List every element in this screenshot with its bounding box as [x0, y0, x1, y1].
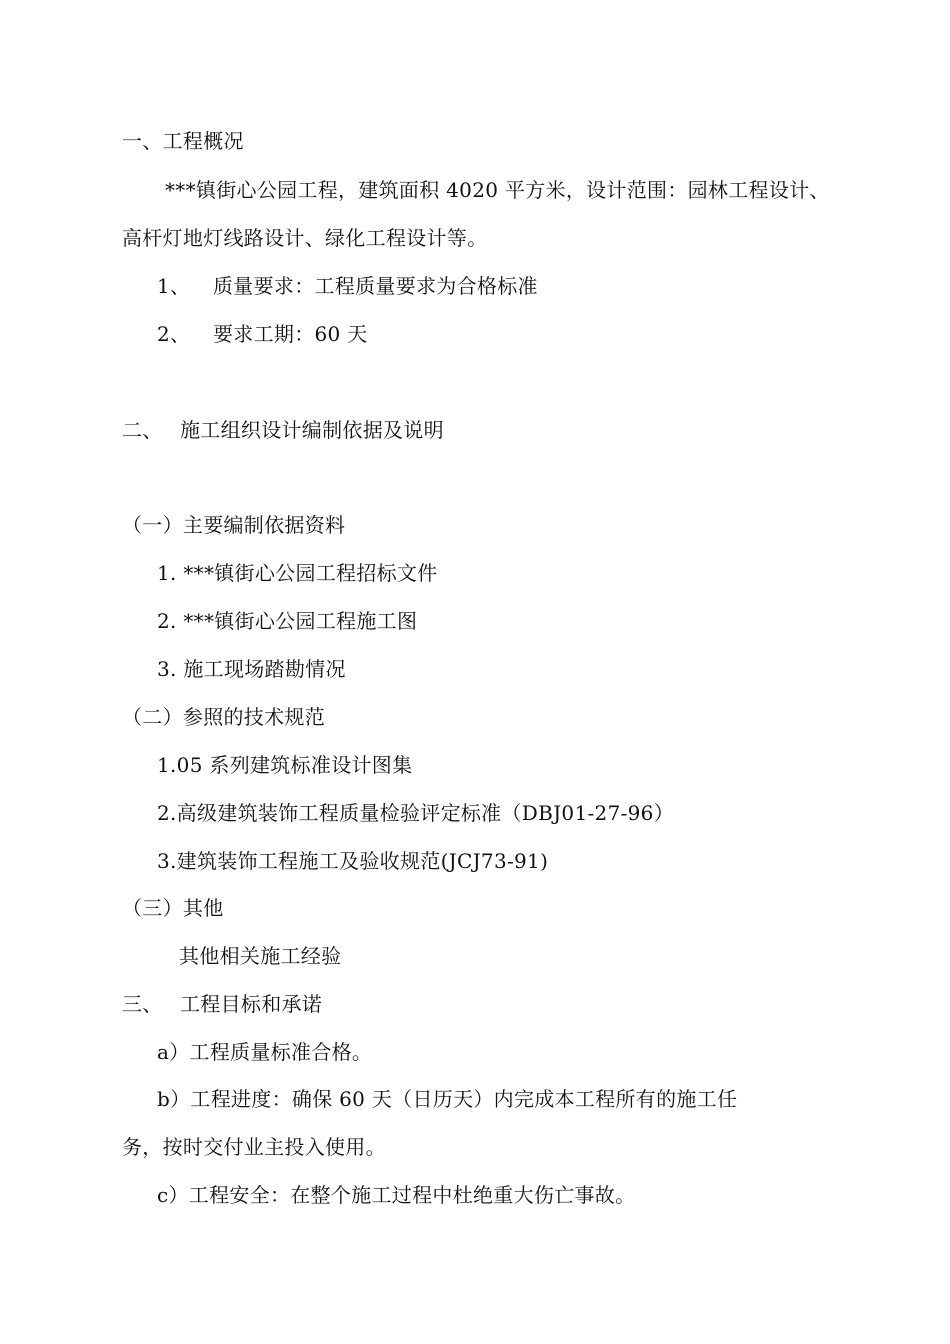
section-1-intro-line-1: ***镇街心公园工程，建筑面积 4020 平方米，设计范围：园林工程设计、 — [165, 178, 830, 202]
section-2-sub-1-item-1: 1. ***镇街心公园工程招标文件 — [157, 561, 438, 585]
section-3-item-b-line-2: 务，按时交付业主投入使用。 — [122, 1135, 386, 1159]
section-3-item-c: c）工程安全：在整个施工过程中杜绝重大伤亡事故。 — [157, 1183, 636, 1207]
section-1-item-2 — [157, 321, 368, 347]
section-1-item-1 — [157, 273, 538, 299]
section-3-item-b-line-1: b）工程进度：确保 60 天（日历天）内完成本工程所有的施工任 — [157, 1087, 738, 1111]
section-2-sub-1-item-3: 3. 施工现场踏勘情况 — [157, 657, 346, 681]
section-2-heading — [122, 417, 444, 443]
section-2-sub-3-item-1: 其他相关施工经验 — [179, 944, 342, 968]
section-2-sub-3-title: （三）其他 — [122, 896, 224, 920]
section-3-item-a: a）工程质量标准合格。 — [157, 1040, 373, 1064]
heading-text: 施工组织设计编制依据及说明 — [180, 418, 444, 442]
heading-text: 工程目标和承诺 — [180, 992, 323, 1016]
section-3-heading — [122, 991, 322, 1017]
list-text: 要求工期：60 天 — [213, 322, 368, 346]
heading-number: 二、 — [122, 418, 163, 442]
list-text: 质量要求：工程质量要求为合格标准 — [213, 274, 538, 298]
section-2-sub-2-item-1: 1.05 系列建筑标准设计图集 — [157, 753, 413, 777]
section-1-heading: 一、工程概况 — [122, 129, 244, 153]
list-number: 2、 — [157, 322, 191, 346]
list-number: 1、 — [157, 274, 191, 298]
section-2-sub-1-title: （一）主要编制依据资料 — [122, 513, 346, 537]
section-2-sub-2-item-3: 3.建筑装饰工程施工及验收规范(JCJ73-91) — [157, 849, 549, 873]
section-2-sub-2-title: （二）参照的技术规范 — [122, 705, 325, 729]
section-1-intro-line-2: 高杆灯地灯线路设计、绿化工程设计等。 — [122, 226, 488, 250]
section-2-sub-2-item-2: 2.高级建筑装饰工程质量检验评定标准（DBJ01-27-96） — [157, 801, 674, 825]
section-2-sub-1-item-2: 2. ***镇街心公园工程施工图 — [157, 609, 418, 633]
heading-number: 三、 — [122, 992, 163, 1016]
